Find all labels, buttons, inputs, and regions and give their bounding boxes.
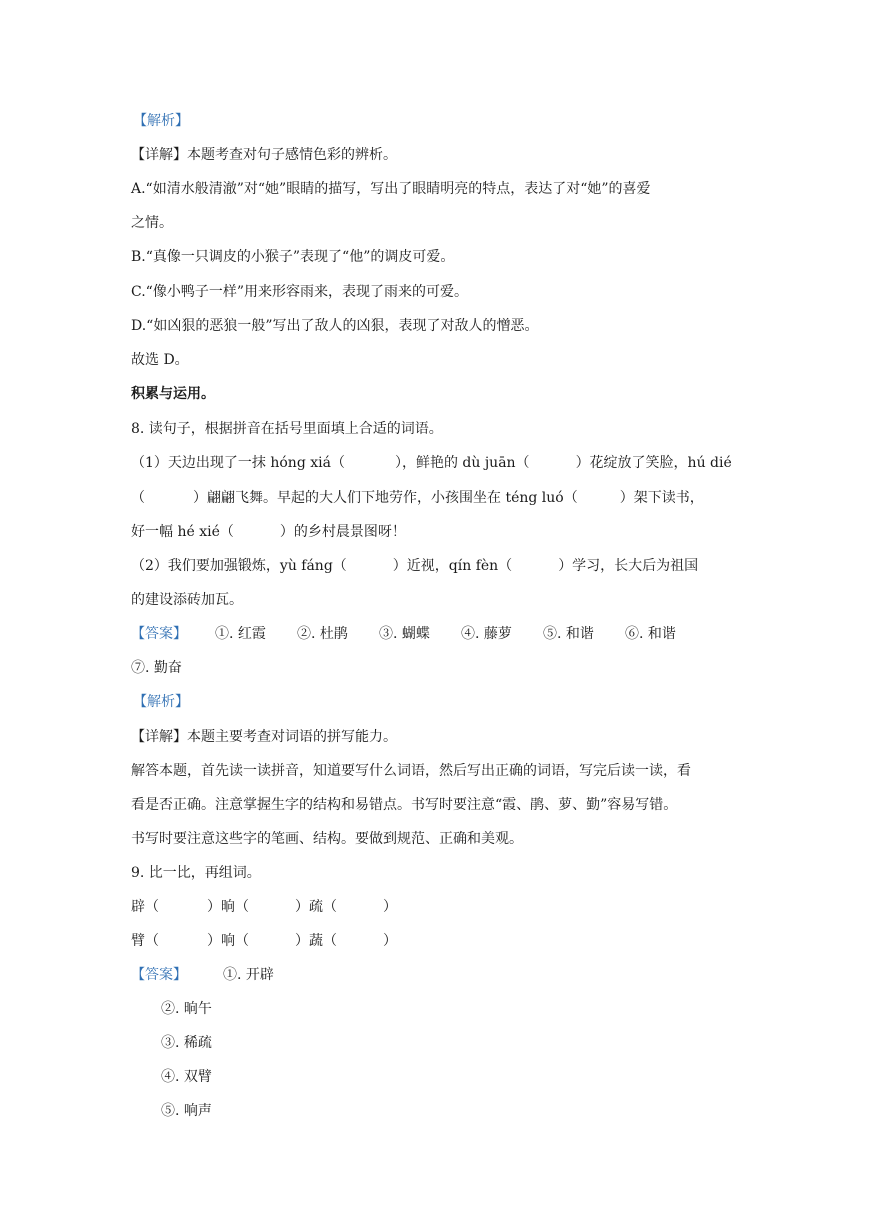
q8-text: ）翩翩飞舞。早起的大人们下地劳作，小孩围坐在 téng luó（	[193, 490, 578, 506]
answer-item: ③. 蝴蝶	[379, 626, 430, 642]
answer-item: ⑥. 和谐	[625, 626, 676, 642]
section-heading: 积累与运用。	[131, 386, 215, 402]
q8-para2-line1	[131, 556, 698, 576]
q9-text: ）	[383, 899, 397, 915]
option-d: D.“如凶狠的恶狼一般”写出了敌人的凶狠，表现了对敌人的憎恶。	[131, 318, 539, 334]
analysis-tag: 【解析】	[133, 113, 189, 129]
q8-text: ），鲜艳的 dù juān（	[394, 455, 530, 471]
answer-item: ⑤. 响声	[161, 1103, 212, 1119]
answer-item: ②. 晌午	[161, 1001, 212, 1017]
q9-row1	[131, 897, 397, 917]
q8-text: ）近视，qín fèn（	[392, 558, 513, 574]
q8-text: ）学习，长大后为祖国	[558, 558, 699, 574]
q8-para2-line2: 的建设添砖加瓦。	[131, 592, 243, 608]
q9-text: ）晌（	[207, 899, 249, 915]
q8-answer-line	[131, 624, 676, 644]
answer-item: ③. 稀疏	[161, 1035, 212, 1051]
q9-row2	[131, 931, 397, 951]
answer-item: ①. 开辟	[223, 967, 274, 983]
q9-text: ）疏（	[295, 899, 337, 915]
answer-item: ⑤. 和谐	[543, 626, 594, 642]
q8-detail: 【详解】本题主要考查对词语的拼写能力。	[131, 729, 397, 745]
q8-text: ）架下读书，	[619, 490, 704, 506]
answer-item: ①. 红霞	[215, 626, 266, 642]
option-c: C.“像小鸭子一样”用来形容雨来，表现了雨来的可爱。	[131, 284, 468, 300]
q8-para1-line3	[131, 522, 406, 542]
q9-stem: 9. 比一比，再组词。	[131, 865, 261, 881]
answer-tag: 【答案】	[131, 626, 187, 642]
q9-text: ）响（	[207, 933, 249, 949]
q8-text: （1）天边出现了一抹 hóng xiá（	[131, 455, 345, 471]
q8-text: ）花绽放了笑脸，hú dié	[575, 455, 732, 471]
q8-explanation-line1: 解答本题，首先读一读拼音，知道要写什么词语，然后写出正确的词语，写完后读一读，看	[131, 763, 691, 779]
q8-text: ）的乡村晨景图呀！	[279, 524, 406, 540]
q8-para1-line2	[131, 488, 704, 508]
q8-answer-7: ⑦. 勤奋	[131, 660, 182, 676]
q8-para1-line1	[131, 453, 732, 473]
q8-explanation-line3: 书写时要注意这些字的笔画、结构。要做到规范、正确和美观。	[131, 831, 523, 847]
q8-text: 好一幅 hé xié（	[131, 524, 234, 540]
option-a-line2: 之情。	[131, 215, 173, 231]
q9-text: 辟（	[131, 899, 159, 915]
q8-text: （	[131, 490, 145, 506]
answer-item: ④. 双臂	[161, 1069, 212, 1085]
q8-stem: 8. 读句子，根据拼音在括号里面填上合适的词语。	[131, 421, 443, 437]
answer-tag: 【答案】	[131, 967, 187, 983]
q8-explanation-line2: 看是否正确。注意掌握生字的结构和易错点。书写时要注意“霞、鹃、萝、勤”容易写错。	[131, 797, 678, 813]
analysis-tag: 【解析】	[133, 694, 189, 710]
option-b: B.“真像一只调皮的小猴子”表现了“他”的调皮可爱。	[131, 249, 455, 265]
option-a-line1: A.“如清水般清澈”对“她”眼睛的描写，写出了眼睛明亮的特点，表达了对“她”的喜爱	[131, 181, 651, 197]
q9-text: 臂（	[131, 933, 159, 949]
q9-answer-line	[131, 965, 274, 985]
q9-text: ）	[383, 933, 397, 949]
answer-item: ②. 杜鹃	[297, 626, 348, 642]
answer-item: ④. 藤萝	[461, 626, 512, 642]
q9-text: ）蔬（	[295, 933, 337, 949]
q8-text: （2）我们要加强锻炼，yù fáng（	[131, 558, 347, 574]
detail-line: 【详解】本题考查对句子感情色彩的辨析。	[131, 147, 397, 163]
choose-line: 故选 D。	[131, 352, 189, 368]
